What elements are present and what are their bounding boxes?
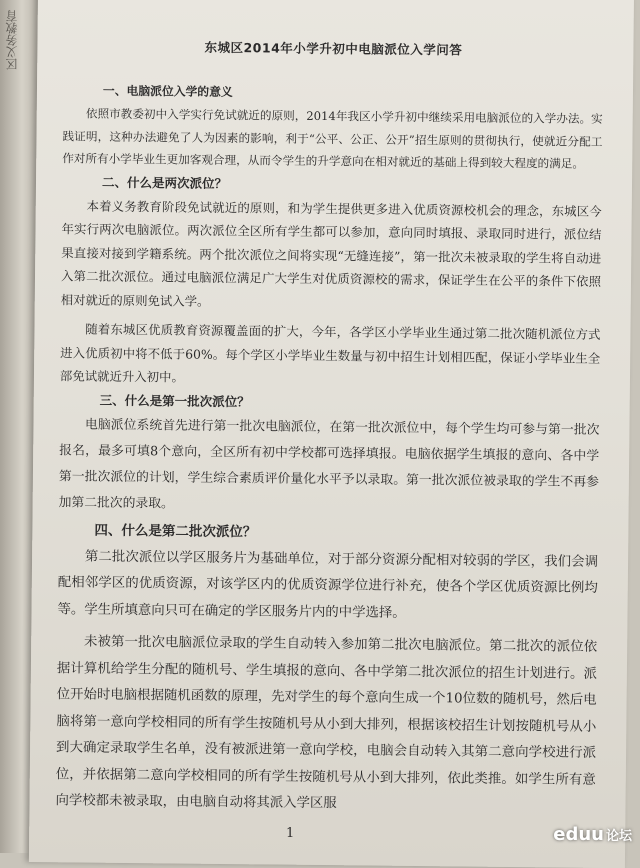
section-paragraph: 第二批次派位以学区服务片为基础单位，对于部分资源分配相对较弱的学区，我们会调配相邻学区的优质资源，对该学区内的优质资源学位进行补充，使各个学区优质资源比例均等。学生所填意向只可在确定的学区服务片内的中学选择。 bbox=[57, 549, 599, 621]
eduu-watermark-logo bbox=[553, 824, 632, 845]
section-paragraph: 本着义务教育阶段免试就近的原则，和为学生提供更多进入优质资源校机会的理念，东城区今年实行两次电脑派位。两次派位全区所有学生都可以参加，意向同时填报、录取同时进行，派位结果直接对接到学籍系统。两个批次派位之间将实现“无缝连接”，第一批次未被录取的学生将自动进入第二批次派位。通过电脑派位满足广大学生对优质资源校的需求，保证学生在公平的条件下依照相对就近的原则免试入学。 bbox=[60, 198, 602, 309]
section-2 bbox=[60, 170, 602, 394]
page-number: 1 bbox=[286, 826, 295, 841]
section-paragraph: 未被第一批次电脑派位录取的学生自动转入参加第二批次电脑派位。第二批次的派位依据计算机给学生分配的随机号、学生填报的意向、各中学第二批次派位的招生计划进行。派位开始时电脑根据随机函数的原理，先对学生的每个意向生成一个10位数的随机号，然后电脑将第一意向学校相同的所有学生按随机号从小到大排列，根据该校招生计划按随机号从小到大确定录取学生名单，没有被派进第一意向学校，电脑会自动转入其第二意向学校进行派位，并依据第二意向学校相同的所有学生按随机号从小到大排列，依此类推。如学生所有意向学校都未被录取，由电脑自动将其派入学区服 bbox=[55, 634, 598, 812]
section-1 bbox=[62, 78, 603, 175]
section-paragraph: 依照市教委初中入学实行免试就近的原则，2014年我区小学升初中继续采用电脑派位的入学办法。实践证明，这种办法避免了人为因素的影响，利于“公平、公正、公开”招生原则的贯彻执行，使就近分配工作对所有小学毕业生更加客观合理，从而令学生的升学意向在相对就近的基础上得到较大程度的满足。 bbox=[62, 106, 603, 171]
watermark-brand: eduu bbox=[553, 824, 604, 845]
document-page bbox=[29, 0, 634, 868]
document-content bbox=[55, 36, 603, 820]
adjacent-page-text: 区义务教育 bbox=[5, 10, 19, 70]
section-3 bbox=[59, 388, 600, 522]
watermark-forum: 论坛 bbox=[605, 829, 632, 844]
section-paragraph: 电脑派位系统首先进行第一批次电脑派位，在第一批次派位中，每个学生均可参与第一批次报名，最多可填8个意向，全区所有初中学校都可选择填报。电脑依据学生填报的意向、各中学第一批次派位的计划，学生综合素质评价量化水平予以录取。第一批次派位被录取的学生不再参加第二批次的录取。 bbox=[58, 417, 600, 511]
section-heading: 四、什么是第二批次派位？ bbox=[94, 522, 257, 540]
section-paragraph: 随着东城区优质教育资源覆盖面的扩大，今年，各学区小学毕业生通过第二批次随机派位方式进入优质初中将不低于60%。每个学区小学毕业生数量与初中招生计划相匹配，保证小学毕业生全部免试就近升入初中。 bbox=[59, 321, 601, 385]
section-heading: 三、什么是第一批次派位？ bbox=[99, 392, 250, 409]
section-4 bbox=[55, 516, 598, 821]
section-heading: 二、什么是两次派位？ bbox=[101, 174, 228, 191]
document-title: 东城区2014年小学升初中电脑派位入学问答 bbox=[204, 39, 463, 58]
section-heading: 一、电脑派位入学的意义 bbox=[102, 83, 233, 100]
